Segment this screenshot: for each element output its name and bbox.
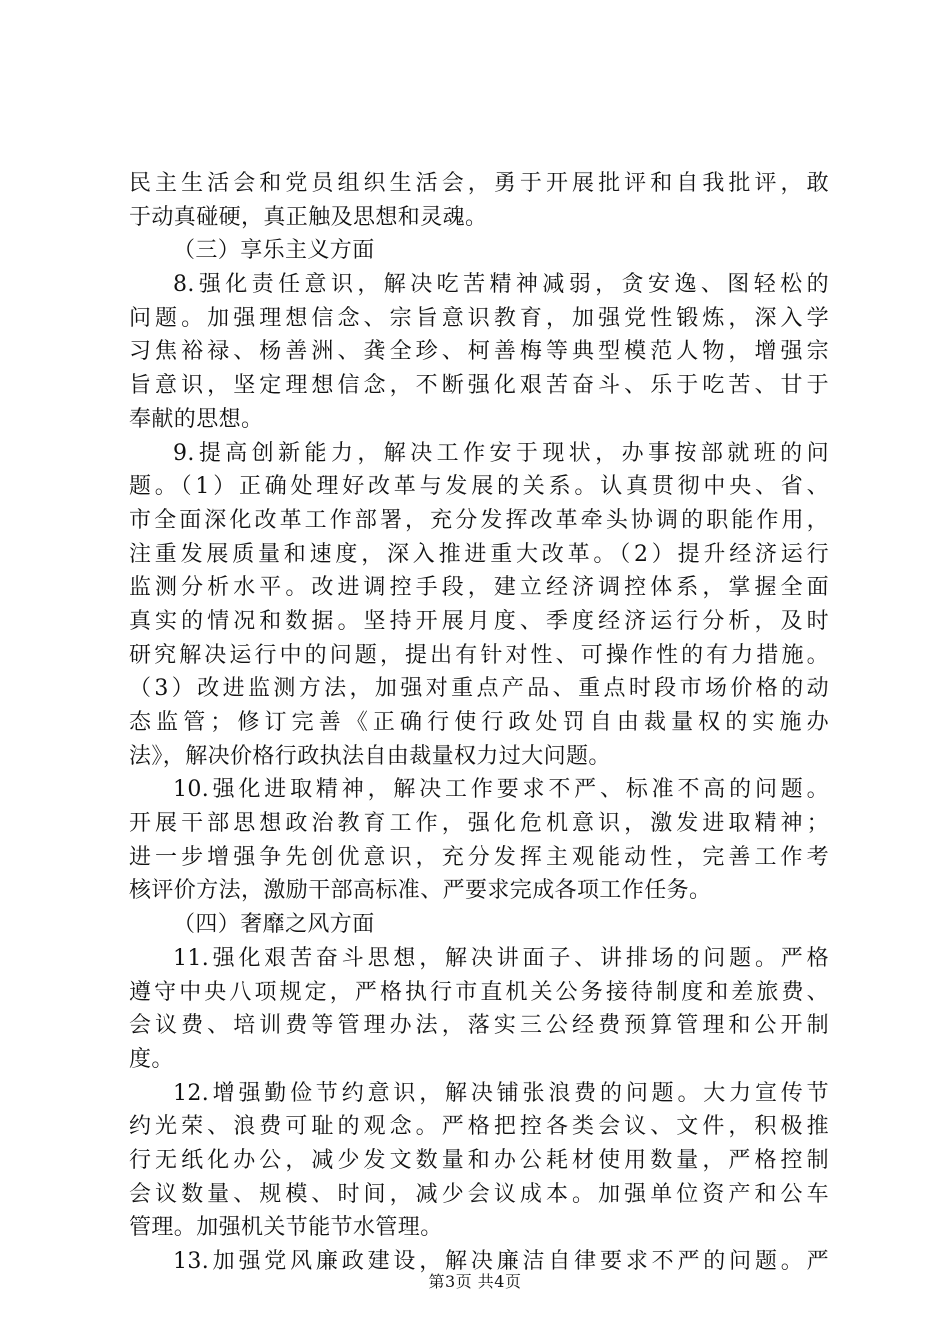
text-line: 奉献的思想。 <box>129 406 264 432</box>
paragraph-first-line: 12.增强勤俭节约意识，解决铺张浪费的问题。大力宣传节 <box>173 1080 829 1106</box>
paragraph-first-line: 9.提高创新能力，解决工作安于现状，办事按部就班的问 <box>173 440 829 466</box>
text-line: 习焦裕禄、杨善洲、龚全珍、柯善梅等典型模范人物，增强宗 <box>129 339 829 365</box>
paragraph-first-line: 10.强化进取精神，解决工作要求不严、标准不高的问题。 <box>173 777 829 803</box>
document-body <box>129 167 829 1279</box>
text-line: 法》，解决价格行政执法自由裁量权力过大问题。 <box>129 743 611 769</box>
text-line: 会议费、培训费等管理办法，落实三公经费预算管理和公开制 <box>129 1013 829 1039</box>
paragraph-first-line: 8.强化责任意识，解决吃苦精神减弱，贪安逸、图轻松的 <box>173 272 829 298</box>
text-line: 于动真碰硬，真正触及思想和灵魂。 <box>129 204 488 230</box>
text-line: 注重发展质量和速度，深入推进重大改革。（2）提升经济运行 <box>129 541 829 567</box>
page-indicator: 第3页 共4页 <box>428 1272 522 1291</box>
section-heading: （三）享乐主义方面 <box>173 238 375 264</box>
text-line: 民主生活会和党员组织生活会，勇于开展批评和自我批评，敢 <box>129 171 829 196</box>
text-line: 开展干部思想政治教育工作，强化危机意识，激发进取精神； <box>129 811 829 837</box>
paragraph-first-line: 11.强化艰苦奋斗思想，解决讲面子、讲排场的问题。严格 <box>173 945 829 971</box>
page-footer <box>0 1272 950 1292</box>
text-line: （3）改进监测方法，加强对重点产品、重点时段市场价格的动 <box>129 676 829 702</box>
text-line: 会议数量、规模、时间，减少会议成本。加强单位资产和公车 <box>129 1181 829 1207</box>
text-line: 度。 <box>129 1046 174 1072</box>
text-line: 进一步增强争先创优意识，充分发挥主观能动性，完善工作考 <box>129 844 829 870</box>
text-line: 题。（1）正确处理好改革与发展的关系。认真贯彻中央、省、 <box>129 474 829 500</box>
text-line: 旨意识，坚定理想信念，不断强化艰苦奋斗、乐于吃苦、甘于 <box>129 373 829 399</box>
text-line: 遵守中央八项规定，严格执行市直机关公务接待制度和差旅费、 <box>129 979 829 1005</box>
section-heading: （四）奢靡之风方面 <box>173 912 375 938</box>
text-line: 监测分析水平。改进调控手段，建立经济调控体系，掌握全面 <box>129 575 829 601</box>
text-line: 约光荣、浪费可耻的观念。严格把控各类会议、文件，积极推 <box>129 1114 829 1140</box>
text-line: 行无纸化办公，减少发文数量和办公耗材使用数量，严格控制 <box>129 1147 829 1173</box>
text-line: 问题。加强理想信念、宗旨意识教育，加强党性锻炼，深入学 <box>129 305 829 331</box>
text-line: 管理。加强机关节能节水管理。 <box>129 1215 443 1241</box>
text-line: 研究解决运行中的问题，提出有针对性、可操作性的有力措施。 <box>129 642 829 668</box>
text-line: 核评价方法，激励干部高标准、严要求完成各项工作任务。 <box>129 878 712 904</box>
text-line: 态监管；修订完善《正确行使行政处罚自由裁量权的实施办 <box>129 710 829 735</box>
text-line: 真实的情况和数据。坚持开展月度、季度经济运行分析，及时 <box>129 608 829 634</box>
text-line: 市全面深化改革工作部署，充分发挥改革牵头协调的职能作用， <box>129 507 829 533</box>
paragraph-first-line: 13.加强党风廉政建设，解决廉洁自律要求不严的问题。严 <box>173 1249 829 1274</box>
